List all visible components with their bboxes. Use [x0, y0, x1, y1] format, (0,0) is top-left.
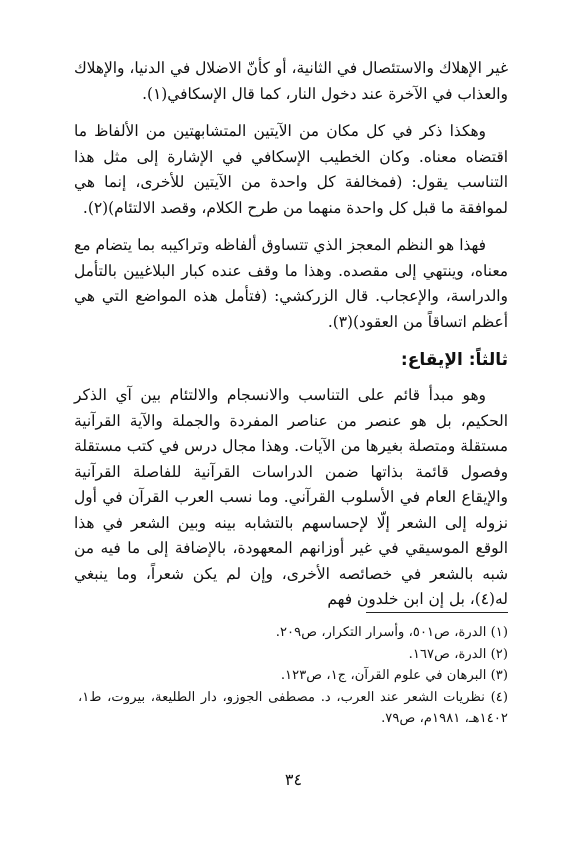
paragraph-4: وهو مبدأ قائم على التناسب والانسجام والالتئام بين آي الذكر الحكيم، بل هو عنصر من عناصر المفردة والجملة والآية القرآنية مستقلة ومتصلة بغيرها من الآيات. وهذا مجال درس في كتب مستقلة وفصول قائمة بذاتها ضمن الدراسات القرآنية للفاصلة القرآنية والإيقاع العام في الأسلوب القرآني. وما نسب العرب القرآن في أول نزوله إلى الشعر إلّا لإحساسهم بالتشابه بينه وبين الشعر في هذا الوقع الموسيقي في غير أوزانهم المعهودة، بالإضافة إلى ما فيه من شبه بالشعر في خصائصه الأخرى، وإن لم يكن شعراً، وما ينبغي له(٤)، بل إن ابن خلدون فهم — [74, 386, 508, 608]
footnote-separator — [366, 612, 508, 613]
footnote-4: (٤) نظريات الشعر عند العرب، د. مصطفى الجوزو، دار الطليعة، بيروت، ط١، ١٤٠٢هـ، ١٩٨١م، ص٧٩. — [78, 689, 508, 726]
body-text — [74, 56, 508, 625]
paragraph-1: غير الإهلاك والاستئصال في الثانية، أو كأنّ الاضلال في الدنيا، والإهلاك والعذاب في الآخرة عند دخول النار، كما قال الإسكافي(١). — [74, 59, 508, 103]
section-heading: ثالثاً: الإيقاع: — [400, 350, 508, 370]
paragraph-2: وهكذا ذكر في كل مكان من الآيتين المتشابهتين من الألفاظ ما اقتضاه معناه. وكان الخطيب الإسكافي في الإشارة إلى مثل هذا التناسب يقول: (فمخالفة كل واحدة من الآيتين للأخرى، إنما هي لموافقة ما قبل كل واحدة منهما من طرح الكلام، وقصد الالتئام)(٢). — [74, 122, 508, 217]
footnote-3: (٣) البرهان في علوم القرآن، ج١، ص١٢٣. — [280, 668, 508, 683]
footnotes-list — [78, 622, 508, 730]
footnote-1: (١) الدرة، ص٥٠١، وأسرار التكرار، ص٢٠٩. — [275, 625, 508, 640]
paragraph-3: فهذا هو النظم المعجز الذي تتساوق ألفاظه وتراكيبه بما يتضام مع معناه، وينتهي إلى مقصده. وهذا ما وقف عنده كبار البلاغيين بالتأمل والدراسة، والإعجاب. قال الزركشي: (فتأمل هذه المواضع التي هي أعظم اتساقاً من العقود)(٣). — [74, 236, 508, 331]
page-number: ٣٤ — [284, 770, 303, 789]
footnote-2: (٢) الدرة، ص١٦٧. — [408, 646, 508, 662]
